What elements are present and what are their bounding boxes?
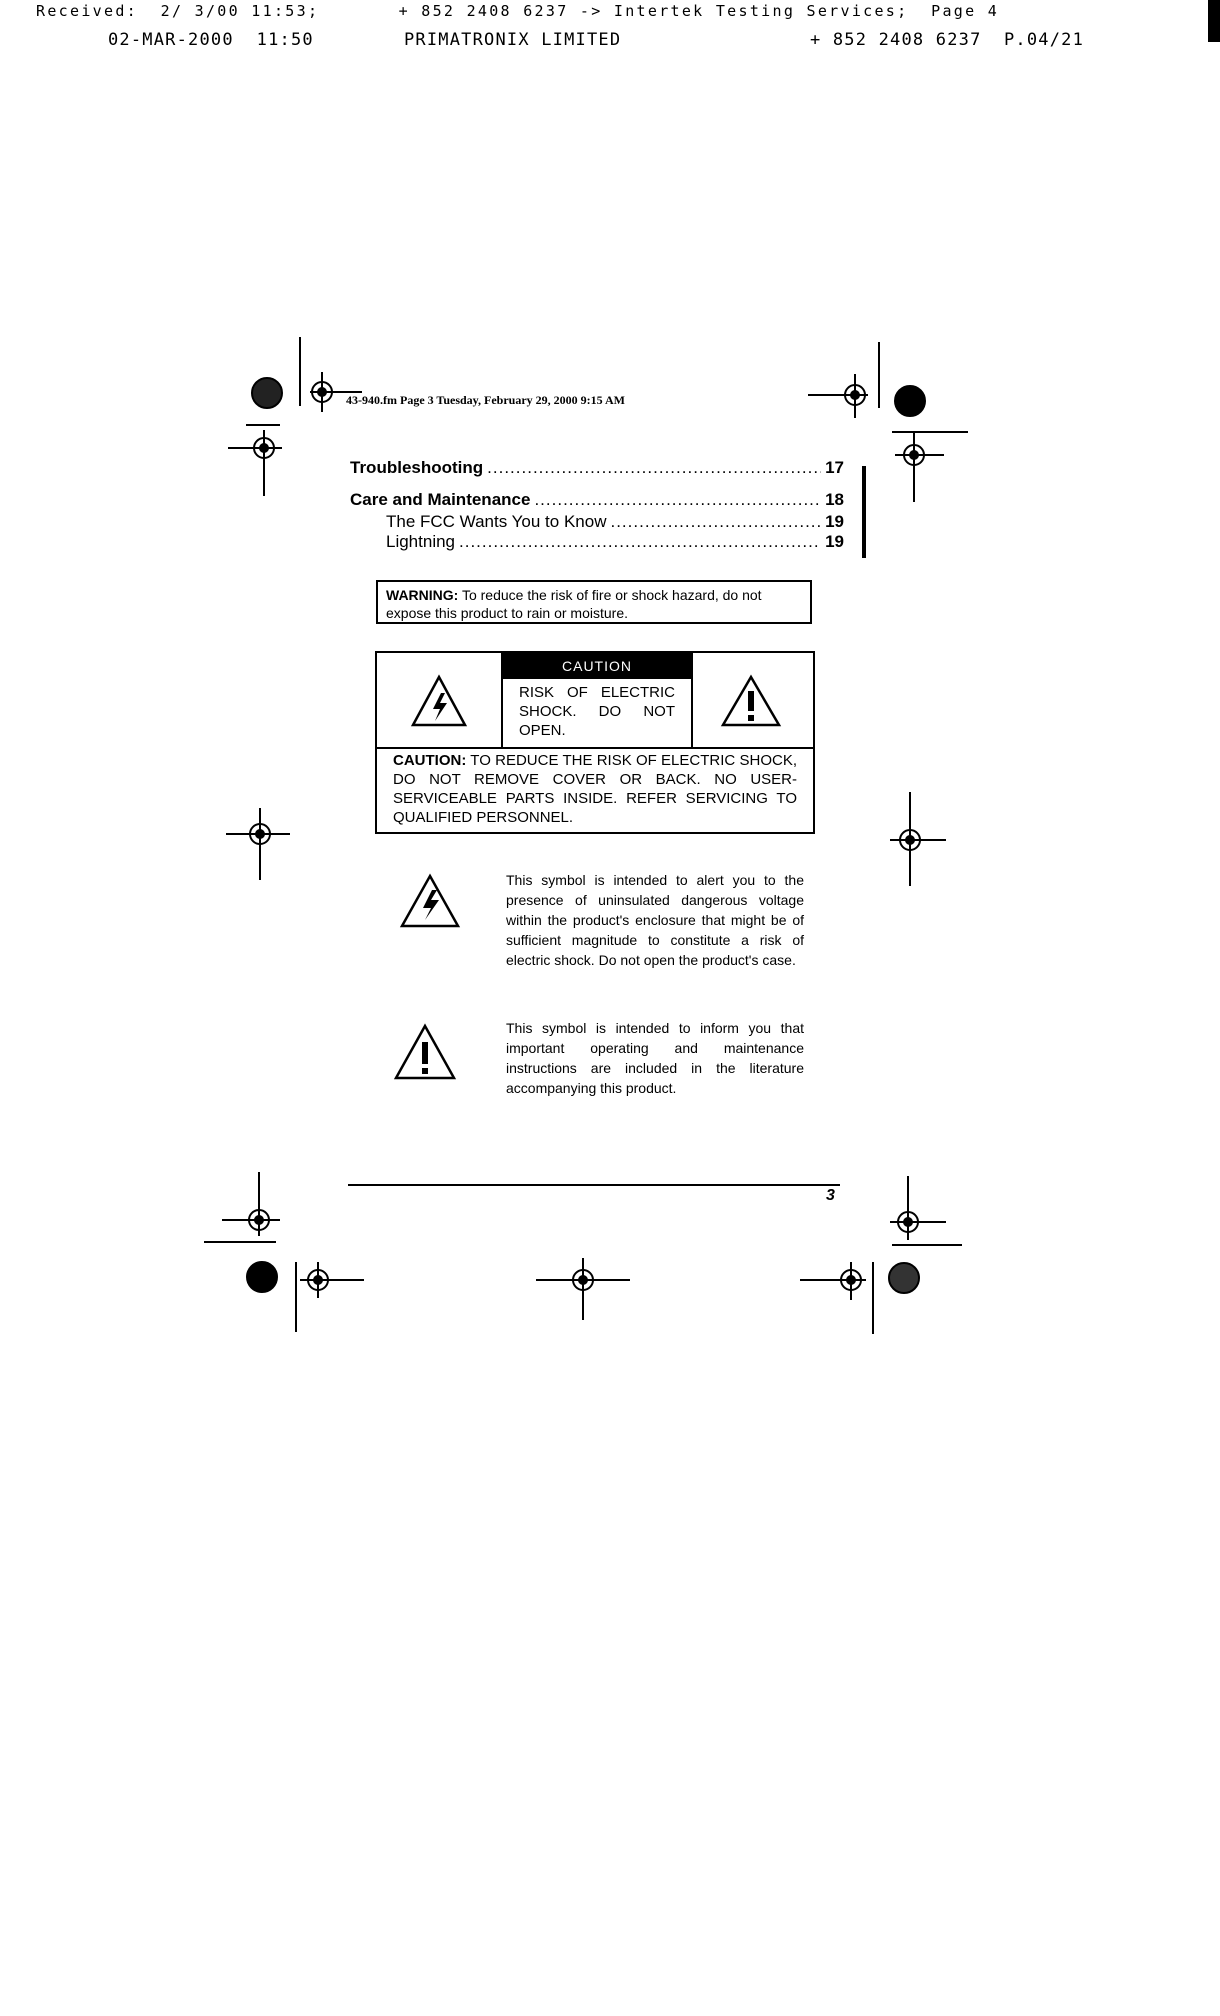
warning-text: To reduce the risk of fire or shock hazard, do not expose this product to rain or moisture. xyxy=(386,587,762,621)
fax-sender: PRIMATRONIX LIMITED xyxy=(404,30,622,50)
fax-phone: + 852 2408 6237 xyxy=(810,30,982,50)
exclamation-triangle-icon xyxy=(693,653,813,747)
caution-statement xyxy=(377,749,813,829)
change-bar xyxy=(862,466,866,558)
toc-page: 19 xyxy=(825,532,844,551)
registration-dot-icon xyxy=(252,378,282,408)
toc-title: The FCC Wants You to Know xyxy=(386,512,607,531)
toc-leader xyxy=(534,490,821,510)
toc-leader xyxy=(610,512,821,532)
toc-leader xyxy=(487,458,821,478)
symbol-description: This symbol is intended to inform you that important operating and maintenance instructions are included in the literature accompanying this product. xyxy=(506,1020,804,1096)
toc-entry xyxy=(386,512,844,532)
registration-dot-icon xyxy=(895,386,925,416)
toc-title: Troubleshooting xyxy=(350,458,484,477)
registration-dot-icon xyxy=(247,1262,277,1292)
caution-header: CAUTION xyxy=(503,653,691,679)
toc-page: 18 xyxy=(825,490,844,509)
registration-dot-icon xyxy=(889,1263,919,1293)
toc-title: Lightning xyxy=(386,532,456,551)
caution-box-top xyxy=(377,653,813,749)
toc-title: Care and Maintenance xyxy=(350,490,531,509)
caution-label: CAUTION: xyxy=(393,752,467,769)
toc-page: 17 xyxy=(825,458,844,477)
caution-lightning-cell xyxy=(377,653,503,747)
caution-box xyxy=(375,651,815,834)
fax-date-time: 02-MAR-2000 11:50 xyxy=(108,30,314,50)
fax-page: P.04/21 xyxy=(1004,30,1085,50)
warning-box xyxy=(376,580,812,624)
exclamation-triangle-icon xyxy=(392,1022,458,1082)
toc-entry xyxy=(350,490,844,510)
footer-rule xyxy=(348,1184,840,1186)
toc-page: 19 xyxy=(825,512,844,531)
fax-received-line: Received: 2/ 3/00 11:53; + 852 2408 6237 -> Intertek Testing Services; Page 4 xyxy=(36,2,1000,20)
lightning-triangle-icon xyxy=(398,872,462,932)
caution-risk-text: RISK OF ELECTRIC SHOCK. DO NOT OPEN. xyxy=(519,684,675,739)
toc-entry xyxy=(350,458,844,478)
warning-label: WARNING: xyxy=(386,587,459,603)
toc-leader xyxy=(459,532,821,552)
page-number: 3 xyxy=(826,1187,835,1204)
toc-entry xyxy=(386,532,844,552)
doc-header-line: 43-940.fm Page 3 Tuesday, February 29, 2000 9:15 AM xyxy=(346,393,625,407)
caution-center-cell xyxy=(503,653,693,747)
symbol-description: This symbol is intended to alert you to the presence of uninsulated dangerous voltage within the product's enclosure that might be of sufficient magnitude to constitute a risk of electric shock. Do not open the product's case. xyxy=(506,872,804,968)
lightning-triangle-icon xyxy=(377,653,501,747)
caution-text: TO REDUCE THE RISK OF ELECTRIC SHOCK, DO NOT REMOVE COVER OR BACK. NO USER-SERVICEABLE PARTS INSIDE. REFER SERVICING TO QUALIFIED PERSONNEL. xyxy=(393,752,797,826)
